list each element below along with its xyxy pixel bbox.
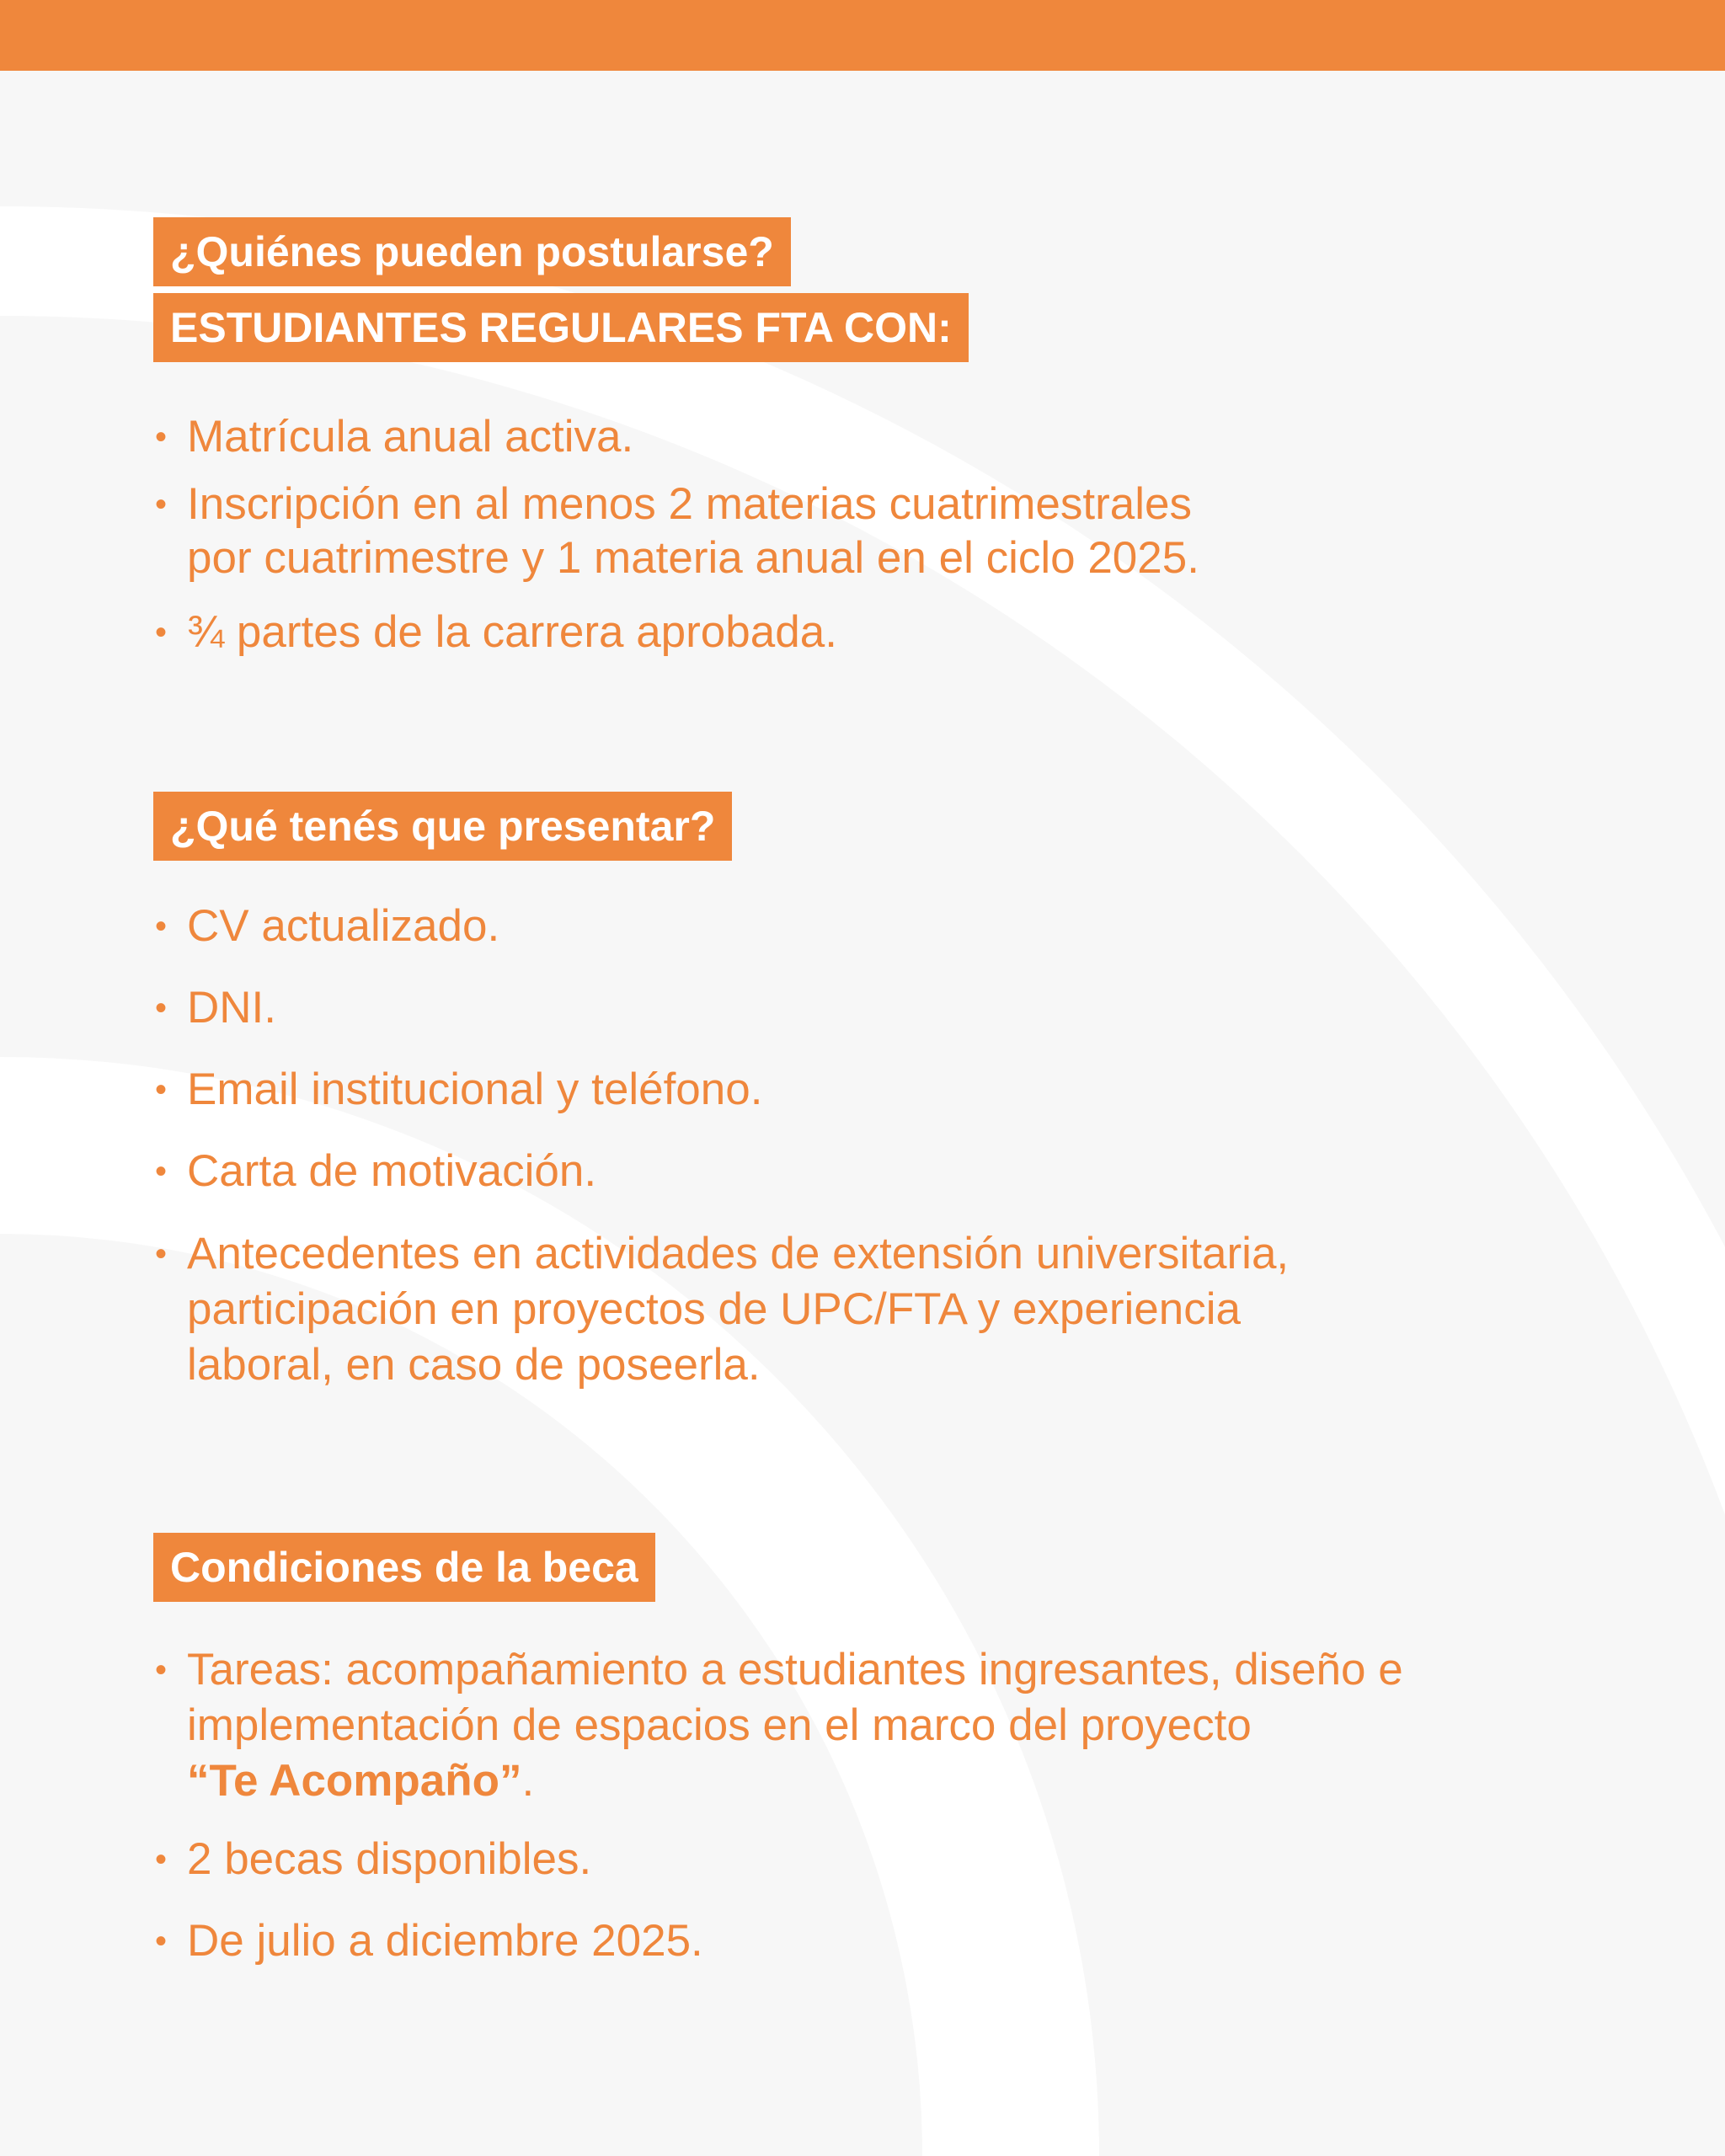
list-item: • ¾ partes de la carrera aprobada. — [155, 607, 837, 657]
list-item: • DNI. — [155, 983, 276, 1033]
list-item: • Tareas: acompañamiento a estudiantes ingresantes, diseño e implementación de espacios en el marco del proyecto “Te Acompaño”. — [155, 1645, 1403, 1806]
project-name: “Te Acompaño” — [187, 1756, 522, 1806]
heading-what-to-present: ¿Qué tenés que presentar? — [153, 792, 732, 861]
list-item: • Matrícula anual activa. — [155, 412, 634, 462]
documents-list — [153, 899, 1585, 1393]
list-item: • 2 becas disponibles. — [155, 1834, 592, 1884]
conditions-list — [153, 1642, 1585, 1968]
list-item: • Carta de motivación. — [155, 1146, 597, 1196]
heading-scholarship-conditions: Condiciones de la beca — [153, 1533, 655, 1602]
heading-who-can-apply: ¿Quiénes pueden postularse? — [153, 217, 791, 286]
list-item: • Inscripción en al menos 2 materias cuatrimestrales por cuatrimestre y 1 materia anual en el ciclo 2025. — [155, 479, 1199, 583]
list-item: • Antecedentes en actividades de extensión universitaria, participación en proyectos de UPC/FTA y experiencia laboral, en caso de poseerla. — [155, 1229, 1290, 1390]
list-item: • Email institucional y teléfono. — [155, 1065, 763, 1114]
list-item: • CV actualizado. — [155, 901, 500, 951]
requirements-list — [153, 410, 1585, 659]
subheading-regular-students: ESTUDIANTES REGULARES FTA CON: — [153, 293, 969, 362]
list-item: • De julio a diciembre 2025. — [155, 1916, 703, 1966]
